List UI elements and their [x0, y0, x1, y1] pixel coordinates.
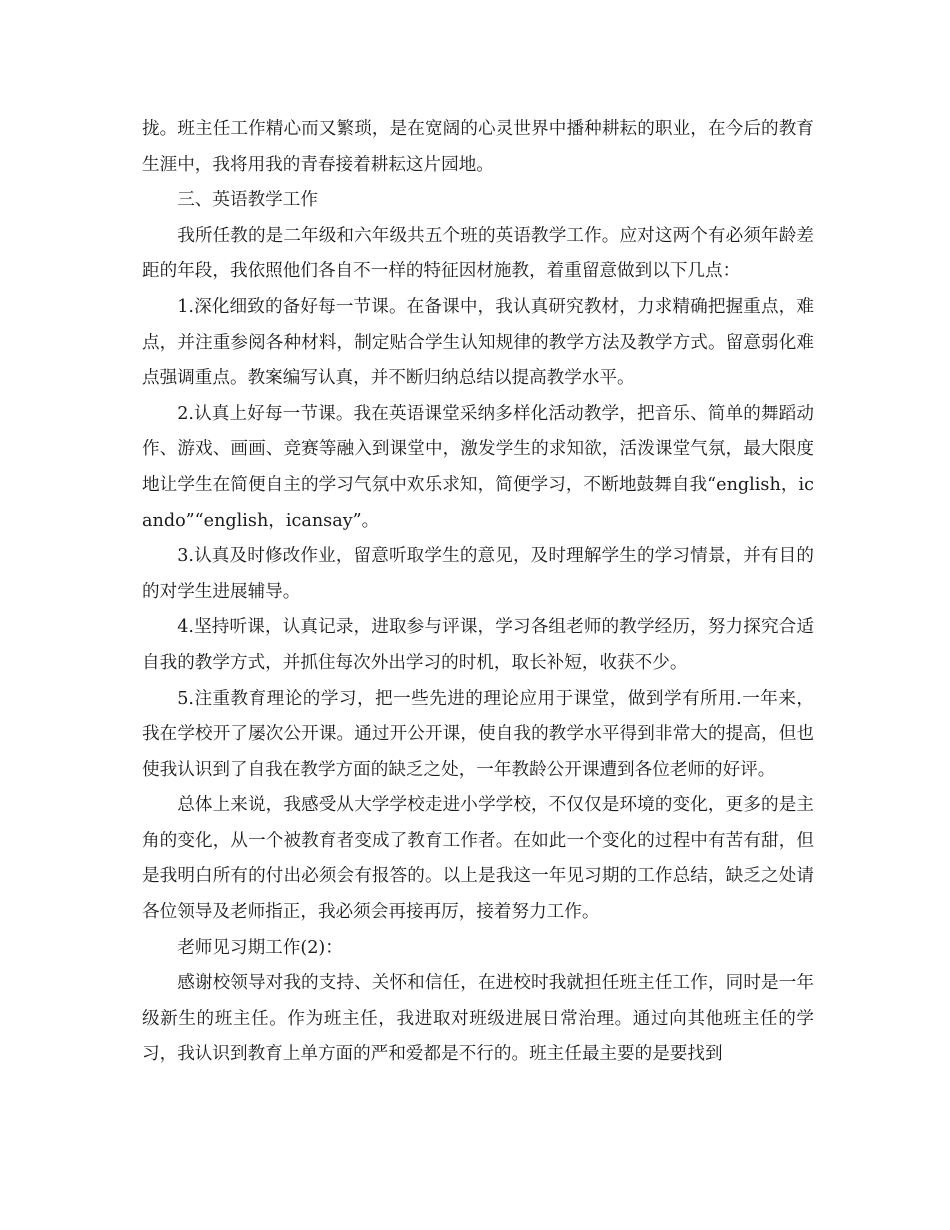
document-body — [142, 112, 814, 1073]
paragraph-intro: 我所任教的是二年级和六年级共五个班的英语教学工作。应对这两个有必须年龄差距的年段，我依照他们各自不一样的特征因材施教，着重留意做到以下几点： — [142, 225, 814, 282]
paragraph-continuation: 拢。班主任工作精心而又繁琐，是在宽阔的心灵世界中播种耕耘的职业，在今后的教育生涯中，我将用我的青春接着耕耘这片园地。 — [142, 119, 814, 175]
section-heading-probation-2: 老师见习期工作(2)： — [177, 937, 343, 958]
paragraph-point-1: 1.深化细致的备好每一节课。在备课中，我认真研究教材，力求精确把握重点，难点，并注重参阅各种材料，制定贴合学生认知规律的教学方法及教学方式。留意弱化难点强调重点。教案编写认真，并不断归纳总结以提高教学水平。 — [142, 296, 814, 389]
paragraph-thanks: 感谢校领导对我的支持、关怀和信任，在进校时我就担任班主任工作，同时是一年级新生的班主任。作为班主任，我进取对班级进展日常治理。通过向其他班主任的学习，我认识到教育上单方面的严和爱都是不行的。班主任最主要的是要找到 — [142, 973, 814, 1065]
paragraph-point-2: 2.认真上好每一节课。我在英语课堂采纳多样化活动教学，把音乐、简单的舞蹈动作、游戏、画画、竞赛等融入到课堂中，激发学生的求知欲，活泼课堂气氛，最大限度地让学生在简便自主的学习气氛中欢乐求知，简便学习，不断地鼓舞自我“english，icando”“english，icansay”。 — [142, 403, 814, 531]
paragraph-point-4: 4.坚持听课，认真记录，进取参与评课，学习各组老师的教学经历，努力探究合适自我的教学方式，并抓住每次外出学习的时机，取长补短，收获不少。 — [142, 617, 814, 673]
paragraph-point-5: 5.注重教育理论的学习，把一些先进的理论应用于课堂，做到学有所用.一年来，我在学校开了屡次公开课。通过开公开课，使自我的教学水平得到非常大的提高，但也使我认识到了自我在教学方面的缺乏之处，一年教龄公开课遭到各位老师的好评。 — [142, 688, 814, 780]
paragraph-summary: 总体上来说，我感受从大学学校走进小学学校，不仅仅是环境的变化，更多的是主角的变化，从一个被教育者变成了教育工作者。在如此一个变化的过程中有苦有甜，但是我明白所有的付出必须会有报答的。以上是我这一年见习期的工作总结，缺乏之处请各位领导及老师指正，我必须会再接再厉，接着努力工作。 — [142, 795, 814, 923]
paragraph-point-3: 3.认真及时修改作业，留意听取学生的意见，及时理解学生的学习情景，并有目的的对学生进展辅导。 — [142, 546, 814, 602]
section-heading-english-teaching: 三、英语教学工作 — [177, 190, 318, 211]
